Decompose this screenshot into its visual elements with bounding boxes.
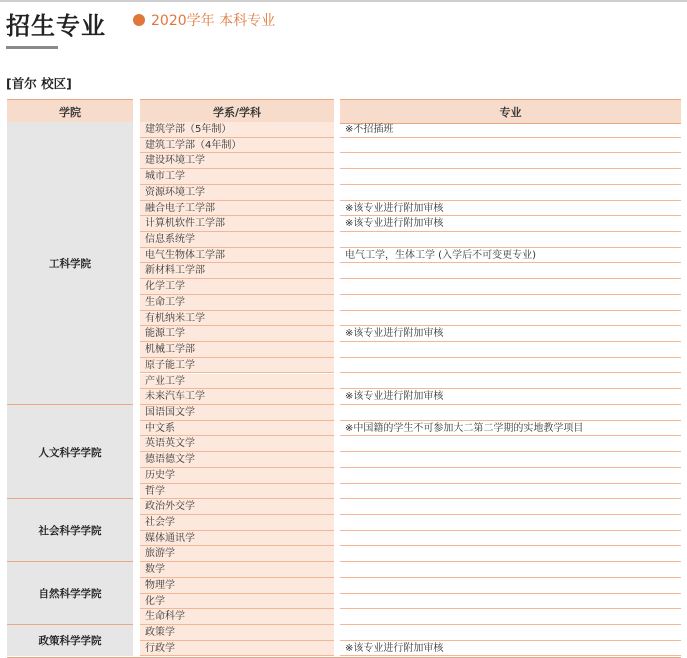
college-cell: 社会科学学院 — [7, 499, 133, 563]
department-cell: 建筑工学部（4年制） — [140, 138, 334, 154]
department-cell: 化学 — [140, 594, 334, 610]
department-cell: 英语英文学 — [140, 436, 334, 452]
department-cell: 媒体通讯学 — [140, 531, 334, 547]
department-cell: 能源工学 — [140, 326, 334, 342]
major-note-cell — [340, 609, 681, 625]
department-cell: 信息系统学 — [140, 232, 334, 248]
department-cell: 计算机软件工学部 — [140, 216, 334, 232]
major-note-cell — [340, 263, 681, 279]
major-note-cell — [340, 169, 681, 185]
department-cell: 产业工学 — [140, 374, 334, 390]
major-note-cell — [340, 546, 681, 562]
department-cell: 行政学 — [140, 641, 334, 657]
department-cell: 德语德文学 — [140, 452, 334, 468]
department-cell: 电气生物体工学部 — [140, 248, 334, 264]
college-separator — [7, 498, 133, 499]
department-cell: 旅游学 — [140, 546, 334, 562]
department-cell: 政治外交学 — [140, 499, 334, 515]
department-cell: 生命科学 — [140, 609, 334, 625]
major-note-cell: 电气工学，生体工学 (入学后不可变更专业) — [340, 248, 681, 264]
college-separator — [7, 624, 133, 625]
department-cell: 有机纳米工学 — [140, 311, 334, 327]
college-cell: 自然科学学院 — [7, 562, 133, 626]
major-note-cell — [340, 185, 681, 201]
college-cell: 政策科学学院 — [7, 625, 133, 657]
college-separator — [7, 561, 133, 562]
subtitle — [133, 10, 275, 30]
campus-label: [首尔 校区] — [6, 76, 72, 91]
department-cell: 新材料工学部 — [140, 263, 334, 279]
major-note-cell: ※该专业进行附加审核 — [340, 641, 681, 657]
major-note-cell — [340, 452, 681, 468]
department-cell: 中文系 — [140, 421, 334, 437]
major-note-cell — [340, 515, 681, 531]
top-rule — [0, 0, 687, 2]
college-separator — [7, 404, 133, 405]
major-note-cell — [340, 232, 681, 248]
department-cell: 社会学 — [140, 515, 334, 531]
department-cell: 机械工学部 — [140, 342, 334, 358]
department-cell: 物理学 — [140, 578, 334, 594]
major-note-cell — [340, 295, 681, 311]
major-note-cell: ※该专业进行附加审核 — [340, 389, 681, 405]
department-cell: 建设环境工学 — [140, 153, 334, 169]
department-cell: 建筑学部（5年制） — [140, 122, 334, 138]
department-cell: 政策学 — [140, 625, 334, 641]
major-note-cell — [340, 578, 681, 594]
major-note-cell — [340, 436, 681, 452]
department-cell: 城市工学 — [140, 169, 334, 185]
subtitle-text: 2020学年 本科专业 — [151, 13, 276, 29]
department-cell: 生命工学 — [140, 295, 334, 311]
major-note-cell: ※该专业进行附加审核 — [340, 201, 681, 217]
department-cell: 历史学 — [140, 468, 334, 484]
department-cell: 国语国文学 — [140, 405, 334, 421]
major-note-cell — [340, 358, 681, 374]
department-cell: 资源环境工学 — [140, 185, 334, 201]
major-note-cell — [340, 484, 681, 500]
major-note-cell — [340, 153, 681, 169]
department-cell: 融合电子工学部 — [140, 201, 334, 217]
major-note-cell — [340, 594, 681, 610]
college-cell: 工科学院 — [7, 122, 133, 406]
major-note-cell — [340, 138, 681, 154]
major-note-cell — [340, 311, 681, 327]
department-cell: 数学 — [140, 562, 334, 578]
major-note-cell — [340, 342, 681, 358]
major-note-cell — [340, 468, 681, 484]
major-note-cell — [340, 499, 681, 515]
college-cell: 人文科学学院 — [7, 405, 133, 500]
header-college: 学院 — [7, 99, 133, 124]
major-note-cell — [340, 531, 681, 547]
major-note-cell — [340, 279, 681, 295]
major-note-cell: ※中国籍的学生不可参加大二第二学期的实地教学项目 — [340, 421, 681, 437]
major-note-cell: ※该专业进行附加审核 — [340, 216, 681, 232]
major-note-cell — [340, 374, 681, 390]
department-cell: 未来汽车工学 — [140, 389, 334, 405]
header-department: 学系/学科 — [140, 99, 334, 124]
major-note-cell — [340, 625, 681, 641]
page-title: 招生专业 — [6, 12, 106, 40]
title-underline — [6, 46, 58, 49]
department-cell: 哲学 — [140, 484, 334, 500]
major-note-cell — [340, 405, 681, 421]
major-note-cell — [340, 562, 681, 578]
major-note-cell: ※不招插班 — [340, 122, 681, 138]
department-cell: 原子能工学 — [140, 358, 334, 374]
header-major: 专业 — [340, 99, 681, 124]
bullet-dot-icon — [133, 14, 145, 26]
major-note-cell: ※该专业进行附加审核 — [340, 326, 681, 342]
department-cell: 化学工学 — [140, 279, 334, 295]
